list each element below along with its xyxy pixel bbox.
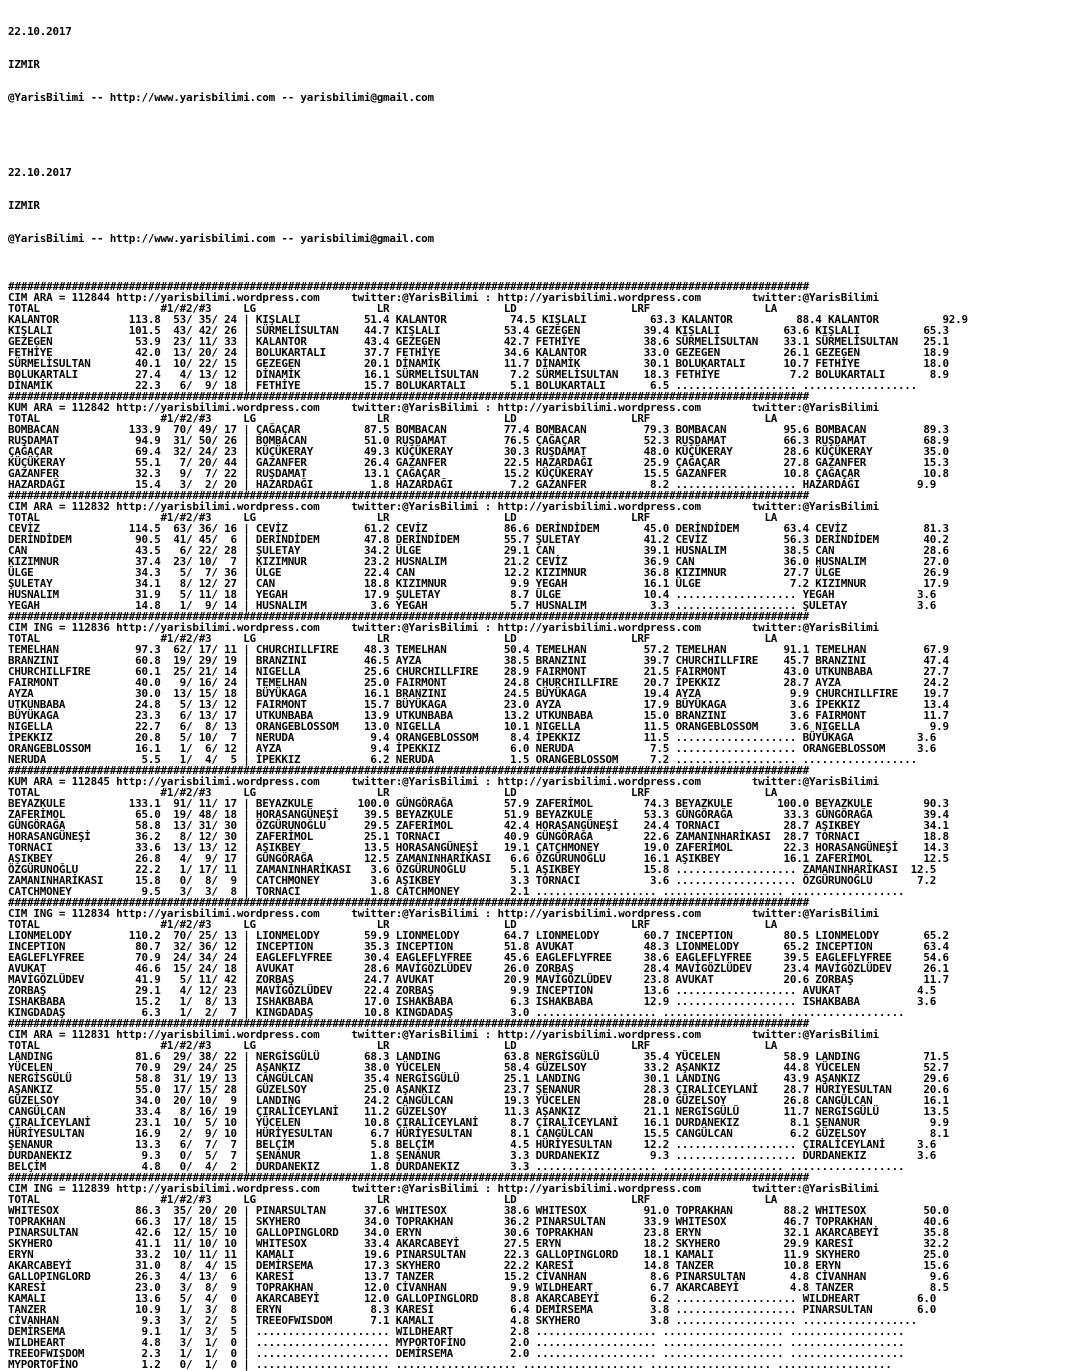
- report-line: MYPORTOFİNO 1.2 0/ 1/ 0 | ..................... ................... ................... ................... ..................: [8, 1358, 892, 1371]
- spacer: [8, 266, 1074, 281]
- report-line: FAIRMONT 40.0 9/ 16/ 24 | TEMELHAN 25.0 FAIRMONT 24.8 CHURCHILLFIRE 20.7 İPEKKIZ 28.7 AYZA 24.2: [8, 676, 949, 689]
- report-line: ÇIRALİCEYLANİ 23.1 10/ 5/ 10 | YÜCELEN 10.8 ÇIRALİCEYLANİ 8.7 ÇIRALİCEYLANİ 16.1 DURDANEKIZ 8.1 ŞENANUR 9.9: [8, 1116, 949, 1129]
- report-line: UTKUNBABA 24.8 5/ 13/ 12 | FAIRMONT 15.7 BÜYÜKAGA 23.0 AYZA 17.9 BÜYÜKAGA 3.6 İPEKKIZ 13.4: [8, 698, 949, 711]
- report-line: TOTAL #1/#2/#3 LG LR LD LRF LA: [8, 632, 778, 645]
- report-line: HAZARDAĞI 15.4 3/ 2/ 20 | HAZARDAĞI 1.8 HAZARDAĞI 7.2 GAZANFER 8.2 ................... HAZARDAĞI 9.9: [8, 478, 937, 491]
- report-line: CATCHMONEY 9.5 3/ 3/ 8 | TORNACI 1.8 CATCHMONEY 2.1 ................... ................... ..................: [8, 885, 905, 898]
- report-header-2: [8, 145, 1074, 266]
- report-line: BRANZINI 60.8 19/ 29/ 19 | BRANZINI 46.5 AYZA 38.5 BRANZINI 39.7 CHURCHILLFIRE 45.7 BRANZINI 47.4: [8, 654, 949, 667]
- report-line: DERİNDİDEM 90.5 41/ 45/ 6 | DERİNDİDEM 47.8 DERİNDİDEM 55.7 ŞULETAY 41.2 CEVİZ 56.3 DERİNDİDEM 40.2: [8, 533, 949, 546]
- report-line: ŞENANUR 13.3 6/ 7/ 7 | BELÇİM 5.8 BELÇİM 4.5 HÜRİYESULTAN 12.2 ................... ÇIRALİCEYLANİ 3.6: [8, 1138, 937, 1151]
- report-line: TORNACI 33.6 13/ 13/ 12 | AŞIKBEY 13.5 HORASANGÜNEŞİ 19.1 ÇATÇHMONEY 19.0 ZAFERİMOL 22.3 HORASANGÜNEŞİ 14.3: [8, 841, 949, 854]
- report-line: LIONMELODY 110.2 70/ 25/ 13 | LIONMELODY 59.9 LIONMELODY 64.7 LIONMELODY 60.7 INCEPTION 80.5 LIONMELODY 65.2: [8, 929, 949, 942]
- report-line: HORASANGÜNEŞİ 36.2 8/ 12/ 30 | ZAFERİMOL 25.1 TORNACI 40.9 GÜNGÖRAĞA 22.6 ZAMANINHARİKASI 28.7 TORNACI 18.8: [8, 830, 949, 843]
- report-line: GEZEGEN 53.9 23/ 11/ 33 | KALANTOR 43.4 GEZEGEN 42.7 FETHİYE 38.6 SÜRMELİSULTAN 33.1 SÜRMELİSULTAN 25.1: [8, 335, 949, 348]
- report-line: ##############################################################################################################################: [8, 764, 809, 777]
- report-line: ##############################################################################################################################: [8, 390, 809, 403]
- report-line: ÇAĞAÇAR 69.4 32/ 24/ 23 | KÜÇÜKERAY 49.3 KÜÇÜKERAY 30.3 RUŞDAMAT 48.0 KÜÇÜKERAY 28.6 KÜÇÜKERAY 35.0: [8, 445, 949, 458]
- report-line: CIM ARA = 112831 http://yarisbilimi.wordpress.com twitter:@YarisBilimi : http://yarisbilimi.wordpress.com twitter:@YarisBilimi: [8, 1028, 879, 1041]
- report-line: BOLUKARTALI 27.4 4/ 13/ 12 | DİNAMİK 16.1 SÜRMELİSULTAN 7.2 SÜRMELİSULTAN 18.3 FETHİYE 7.2 BOLUKARTALI 8.9: [8, 368, 949, 381]
- report-line: TOTAL #1/#2/#3 LG LR LD LRF LA: [8, 786, 778, 799]
- report-line: ##############################################################################################################################: [8, 1017, 809, 1030]
- report-line: ##############################################################################################################################: [8, 1171, 809, 1184]
- report-line: KUM ARA = 112845 http://yarisbilimi.wordpress.com twitter:@YarisBilimi : http://yarisbilimi.wordpress.com twitter:@YarisBilimi: [8, 775, 879, 788]
- report-line: ORANGEBLOSSOM 16.1 1/ 6/ 12 | AYZA 9.4 İPEKKIZ 6.0 NERUDA 7.5 ................... ORANGEBLOSSOM 3.6: [8, 742, 937, 755]
- report-line: EAGLEFLYFREE 70.9 24/ 34/ 24 | EAGLEFLYFREE 30.4 EAGLEFLYFREE 45.6 EAGLEFLYFREE 38.6 EAGLEFLYFREE 39.5 EAGLEFLYFREE 54.6: [8, 951, 949, 964]
- report-line: AYZA 30.0 13/ 15/ 18 | BÜYÜKAGA 16.1 BRANZINI 24.5 BÜYÜKAGA 19.4 AYZA 9.9 CHURCHILLFIRE 19.7: [8, 687, 949, 700]
- report-line: SÜRMELİSULTAN 40.1 10/ 22/ 15 | GEZEGEN 20.1 DİNAMİK 11.7 DİNAMİK 30.1 BOLUKARTALI 10.7 FETHİYE 18.0: [8, 357, 949, 370]
- report-line: KIZIMNUR 37.4 23/ 10/ 7 | KIZIMNUR 23.2 HUSNALIM 21.2 CEVİZ 36.9 CAN 36.0 HUSNALIM 27.0: [8, 555, 949, 568]
- report-line: CİVANHAN 9.3 3/ 2/ 5 | TREEOFWISDOM 7.1 KAMALI 4.8 SKYHERO 3.8 ................... ..................: [8, 1314, 918, 1327]
- report-line: KARESİ 23.0 3/ 8/ 9 | TOPRAKHAN 12.0 CİVANHAN 9.9 WILDHEART 6.7 AKARCABEYİ 4.8 TANZER 8.5: [8, 1281, 949, 1294]
- report-line: TREEOFWISDOM 2.3 1/ 1/ 0 | ..................... DEMİRSEMA 2.0 ................... ................... ..................: [8, 1347, 905, 1360]
- report-line: AKARCABEYİ 31.0 8/ 4/ 15 | DEMİRSEMA 17.3 SKYHERO 22.2 KARESİ 14.8 TANZER 10.8 ERYN 15.6: [8, 1259, 949, 1272]
- report-line: WILDHEART 4.8 3/ 1/ 0 | ..................... MYPORTOFİNO 2.0 ................... ................... ..................: [8, 1336, 905, 1349]
- report-line: TEMELHAN 97.3 62/ 17/ 11 | CHURCHILLFIRE 48.3 TEMELHAN 50.4 TEMELHAN 57.2 TEMELHAN 91.1 TEMELHAN 67.9: [8, 643, 949, 656]
- report-line: YEGAH 14.8 1/ 9/ 14 | HUSNALIM 3.6 YEGAH 5.7 HUSNALIM 3.3 ................... ŞULETAY 3.6: [8, 599, 937, 612]
- report-line: HUSNALIM 31.9 5/ 11/ 18 | YEGAH 17.9 ŞULETAY 8.7 ÜLGE 10.4 ................... YEGAH 3.6: [8, 588, 937, 601]
- spacer: [8, 125, 1074, 145]
- report-line: BELÇİM 4.8 0/ 4/ 2 | DURDANEKIZ 1.8 DURDANEKIZ 3.3 ................... ................... ..................: [8, 1160, 905, 1173]
- report-line: TOPRAKHAN 66.3 17/ 18/ 15 | SKYHERO 34.0 TOPRAKHAN 36.2 PINARSULTAN 33.9 WHITESOX 46.7 TOPRAKHAN 40.6: [8, 1215, 949, 1228]
- report-date: 22.10.2017: [8, 25, 72, 38]
- report-line: GÜNGÖRAĞA 58.8 13/ 31/ 30 | ÖZGÜRUNOĞLU 29.5 ZAFERİMOL 42.4 HORASANGÜNEŞİ 24.4 TORNACI 28.7 AŞIKBEY 34.1: [8, 819, 949, 832]
- report-line: CHURCHILLFIRE 60.1 25/ 21/ 14 | NIGELLA 25.6 CHURCHILLFIRE 28.9 FAIRMONT 21.5 FAIRMONT 43.0 UTKUNBABA 27.7: [8, 665, 949, 678]
- report-line: ZAMANINHARİKASI 15.8 0/ 8/ 9 | CATCHMONEY 3.6 AŞIKBEY 3.3 TORNACI 3.6 ................... ÖZGÜRUNOĞLU 7.2: [8, 874, 937, 887]
- report-line: NERUDA 5.5 1/ 4/ 5 | İPEKKIZ 6.2 NERUDA 1.5 ORANGEBLOSSOM 7.2 ................... ..................: [8, 753, 918, 766]
- report-line: KÜÇÜKERAY 55.1 7/ 20/ 44 | GAZANFER 26.4 GAZANFER 22.5 HAZARDAĞI 25.9 ÇAĞAÇAR 27.8 GAZANFER 15.3: [8, 456, 949, 469]
- report-line: DURDANEKIZ 9.3 0/ 5/ 7 | ŞENANUR 1.8 ŞENANUR 3.3 DURDANEKIZ 9.3 ................... DURDANEKIZ 3.6: [8, 1149, 937, 1162]
- report-line: KUM ARA = 112842 http://yarisbilimi.wordpress.com twitter:@YarisBilimi : http://yarisbilimi.wordpress.com twitter:@YarisBilimi: [8, 401, 879, 414]
- report-line: FETHİYE 42.0 13/ 20/ 24 | BOLUKARTALI 37.7 FETHİYE 34.6 KALANTOR 33.0 GEZEGEN 26.1 GEZEGEN 18.9: [8, 346, 949, 359]
- report-line: AŞANKIZ 55.0 17/ 15/ 28 | GÜZELSOY 25.0 AŞANKIZ 23.7 ŞENANUR 28.3 ÇIRALİCEYLANİ 28.7 HÜRİYESULTAN 20.6: [8, 1083, 949, 1096]
- report-line: DİNAMİK 22.3 6/ 9/ 18 | FETHİYE 15.7 BOLUKARTALI 5.1 BOLUKARTALI 6.5 ................... ..................: [8, 379, 918, 392]
- report-line: ##############################################################################################################################: [8, 610, 809, 623]
- report-line: ZORBAŞ 29.1 4/ 12/ 23 | MAVİGÖZLÜDEV 22.4 ZORBAŞ 9.9 INCEPTION 13.6 ................... AVUKAT 4.5: [8, 984, 937, 997]
- report-line: TANZER 10.9 1/ 3/ 8 | ERYN 8.3 KARESİ 6.4 DEMİRSEMA 3.8 ................... PINARSULTAN 6.0: [8, 1303, 937, 1316]
- report-date: 22.10.2017: [8, 166, 72, 179]
- report-line: INCEPTION 80.7 32/ 36/ 12 | INCEPTION 35.3 INCEPTION 51.8 AVUKAT 48.3 LIONMELODY 65.2 INCEPTION 63.4: [8, 940, 949, 953]
- report-line: MAVİGÖZLÜDEV 41.9 5/ 11/ 42 | ZORBAŞ 24.7 AVUKAT 20.9 MAVİGÖZLÜDEV 23.8 AVUKAT 20.6 ZORBAŞ 11.7: [8, 973, 949, 986]
- report-line: BOMBACAN 133.9 70/ 49/ 17 | ÇAĞAÇAR 87.5 BOMBACAN 77.4 BOMBACAN 79.3 BOMBACAN 95.6 BOMBACAN 89.3: [8, 423, 949, 436]
- report-header-1: [8, 4, 1074, 125]
- report-line: ##############################################################################################################################: [8, 280, 809, 293]
- report-line: HÜRİYESULTAN 16.9 2/ 9/ 10 | HÜRİYESULTAN 6.7 HÜRİYESULTAN 8.1 CANGÜLCAN 15.5 CANGÜLCAN 6.2 GÜZELSOY 8.1: [8, 1127, 949, 1140]
- report-line: ##############################################################################################################################: [8, 489, 809, 502]
- report-city: IZMIR: [8, 58, 40, 71]
- report-line: İPEKKIZ 20.8 5/ 10/ 7 | NERUDA 9.4 ORANGEBLOSSOM 8.4 İPEKKIZ 11.5 ................... BÜYÜKAGA 3.6: [8, 731, 937, 744]
- race-report: [8, 281, 1074, 1370]
- report-line: CAN 43.5 6/ 22/ 28 | ŞULETAY 34.2 ÜLGE 29.1 CAN 39.1 HUSNALIM 38.5 CAN 28.6: [8, 544, 949, 557]
- report-line: WHITESOX 86.3 35/ 20/ 20 | PINARSULTAN 37.6 WHITESOX 38.6 WHITESOX 91.0 TOPRAKHAN 88.2 WHITESOX 50.0: [8, 1204, 949, 1217]
- report-line: GAZANFER 32.3 9/ 7/ 22 | RUŞDAMAT 13.1 ÇAĞAÇAR 15.2 KÜÇÜKERAY 15.5 GAZANFER 10.8 ÇAĞAÇAR 10.8: [8, 467, 949, 480]
- report-line: ÜLGE 34.3 5/ 7/ 36 | ÜLGE 22.4 CAN 12.2 KIZIMNUR 36.8 KIZIMNUR 27.7 ÜLGE 26.9: [8, 566, 949, 579]
- report-line: CIM ING = 112839 http://yarisbilimi.wordpress.com twitter:@YarisBilimi : http://yarisbilimi.wordpress.com twitter:@YarisBilimi: [8, 1182, 879, 1195]
- report-line: TOTAL #1/#2/#3 LG LR LD LRF LA: [8, 412, 778, 425]
- report-line: GÜZELSOY 34.0 20/ 10/ 9 | LANDING 24.2 CANGÜLCAN 19.3 YÜCELEN 28.0 GÜZELSOY 26.8 CANGÜLCAN 16.1: [8, 1094, 949, 1107]
- report-line: BÜYÜKAGA 23.3 6/ 13/ 17 | UTKUNBABA 13.9 UTKUNBABA 13.2 UTKUNBABA 15.0 BRANZINI 3.6 FAIRMONT 11.7: [8, 709, 949, 722]
- report-line: GALLOPINGLORD 26.3 4/ 13/ 6 | KARESİ 13.7 TANZER 15.2 CİVANHAN 8.6 PINARSULTAN 4.8 CİVANHAN 9.6: [8, 1270, 949, 1283]
- report-line: TOTAL #1/#2/#3 LG LR LD LRF LA: [8, 1193, 778, 1206]
- report-line: NERGİSGÜLÜ 58.8 31/ 19/ 13 | CANGÜLCAN 35.4 NERGİSGÜLÜ 25.1 LANDING 30.1 LANDING 43.9 AŞANKIZ 29.6: [8, 1072, 949, 1085]
- report-line: ##############################################################################################################################: [8, 896, 809, 909]
- report-line: CANGÜLCAN 33.4 8/ 16/ 19 | ÇIRALİCEYLANİ 11.2 GÜZELSOY 11.3 AŞANKIZ 21.1 NERGİSGÜLÜ 11.7 NERGİSGÜLÜ 13.5: [8, 1105, 949, 1118]
- report-line: ÖZGÜRUNOĞLU 22.2 1/ 17/ 11 | ZAMANINHARİKASI 3.6 ÖZGÜRUNOĞLU 5.1 AŞIKBEY 15.8 ................... ZAMANINHARİKASI 12.5: [8, 863, 937, 876]
- report-line: CIM ARA = 112844 http://yarisbilimi.wordpress.com twitter:@YarisBilimi : http://yarisbilimi.wordpress.com twitter:@YarisBilimi: [8, 291, 879, 304]
- report-line: ERYN 33.2 10/ 11/ 11 | KAMALI 19.6 PINARSULTAN 22.3 GALLOPINGLORD 18.1 KAMALI 11.9 SKYHERO 25.0: [8, 1248, 949, 1261]
- report-line: ŞULETAY 34.1 8/ 12/ 27 | CAN 18.8 KIZIMNUR 9.9 YEGAH 16.1 ÜLGE 7.2 KIZIMNUR 17.9: [8, 577, 949, 590]
- report-line: KINGDADAŞ 6.3 1/ 2/ 7 | KINGDADAŞ 10.8 KINGDADAŞ 3.0 ................... ................... ..................: [8, 1006, 905, 1019]
- report-line: ZAFERİMOL 65.0 19/ 48/ 18 | HORASANGÜNEŞİ 39.5 BEYAZKULE 51.9 BEYAZKULE 53.3 GÜNGÖRAĞA 33.3 GÜNGÖRAĞA 39.4: [8, 808, 949, 821]
- report-line: CEVİZ 114.5 63/ 36/ 16 | CEVİZ 61.2 CEVİZ 86.6 DERİNDİDEM 45.0 DERİNDİDEM 63.4 CEVİZ 81.3: [8, 522, 949, 535]
- report-line: TOTAL #1/#2/#3 LG LR LD LRF LA: [8, 918, 778, 931]
- report-line: NIGELLA 22.7 6/ 8/ 13 | ORANGEBLOSSOM 13.0 NIGELLA 10.1 NIGELLA 11.5 ORANGEBLOSSOM 3.6 NIGELLA 9.9: [8, 720, 949, 733]
- report-line: KIŞLALI 101.5 43/ 42/ 26 | SÜRMELİSULTAN 44.7 KIŞLALI 53.4 GEZEGEN 39.4 KIŞLALI 63.6 KIŞLALI 65.3: [8, 324, 949, 337]
- report-contact: @YarisBilimi -- http://www.yarisbilimi.com -- yarisbilimi@gmail.com: [8, 232, 434, 245]
- report-line: BEYAZKULE 133.1 91/ 11/ 17 | BEYAZKULE 100.0 GÜNGÖRAĞA 57.9 ZAFERİMOL 74.3 BEYAZKULE 100.0 BEYAZKULE 90.3: [8, 797, 949, 810]
- report-line: CIM ING = 112836 http://yarisbilimi.wordpress.com twitter:@YarisBilimi : http://yarisbilimi.wordpress.com twitter:@YarisBilimi: [8, 621, 879, 634]
- report-line: RUŞDAMAT 94.9 31/ 50/ 26 | BOMBACAN 51.0 RUŞDAMAT 76.5 ÇAĞAÇAR 52.3 RUŞDAMAT 66.3 RUŞDAMAT 68.9: [8, 434, 949, 447]
- report-city: IZMIR: [8, 199, 40, 212]
- report-line: SKYHERO 41.1 11/ 10/ 10 | WHITESOX 33.4 AKARCABEYİ 27.5 ERYN 18.2 SKYHERO 29.9 KARESİ 32.2: [8, 1237, 949, 1250]
- report-contact: @YarisBilimi -- http://www.yarisbilimi.com -- yarisbilimi@gmail.com: [8, 91, 434, 104]
- report-line: TOTAL #1/#2/#3 LG LR LD LRF LA: [8, 511, 778, 524]
- report-line: KALANTOR 113.8 53/ 35/ 24 | KIŞLALI 51.4 KALANTOR 74.5 KIŞLALI 63.3 KALANTOR 88.4 KALANTOR 92.9: [8, 313, 968, 326]
- report-line: KAMALI 13.6 5/ 4/ 0 | AKARCABEYİ 12.0 GALLOPINGLORD 8.8 AKARCABEYİ 6.2 ................... WILDHEART 6.0: [8, 1292, 937, 1305]
- report-line: CIM ING = 112834 http://yarisbilimi.wordpress.com twitter:@YarisBilimi : http://yarisbilimi.wordpress.com twitter:@YarisBilimi: [8, 907, 879, 920]
- report-line: AVUKAT 46.6 15/ 24/ 18 | AVUKAT 28.6 MAVİGÖZLÜDEV 26.0 ZORBAŞ 28.4 MAVİGÖZLÜDEV 23.4 MAVİGÖZLÜDEV 26.1: [8, 962, 949, 975]
- report-line: DEMİRSEMA 9.1 1/ 3/ 5 | ..................... WILDHEART 2.8 ................... ................... ..................: [8, 1325, 905, 1338]
- report-line: ISHAKBABA 15.2 1/ 8/ 13 | ISHAKBABA 17.0 ISHAKBABA 6.3 ISHAKBABA 12.9 ................... ISHAKBABA 3.6: [8, 995, 937, 1008]
- report-line: CIM ARA = 112832 http://yarisbilimi.wordpress.com twitter:@YarisBilimi : http://yarisbilimi.wordpress.com twitter:@YarisBilimi: [8, 500, 879, 513]
- report-line: LANDING 81.6 29/ 38/ 22 | NERGİSGÜLÜ 68.3 LANDING 63.8 NERGİSGÜLÜ 35.4 YÜCELEN 58.9 LANDING 71.5: [8, 1050, 949, 1063]
- report-line: PINARSULTAN 42.6 12/ 15/ 10 | GALLOPINGLORD 34.0 ERYN 30.6 TOPRAKHAN 23.8 ERYN 32.1 AKARCABEYİ 35.8: [8, 1226, 949, 1239]
- report-line: TOTAL #1/#2/#3 LG LR LD LRF LA: [8, 302, 778, 315]
- report-line: TOTAL #1/#2/#3 LG LR LD LRF LA: [8, 1039, 778, 1052]
- report-line: AŞIKBEY 26.8 4/ 9/ 17 | GÜNGÖRAĞA 12.5 ZAMANINHARİKASI 6.6 ÖZGÜRUNOĞLU 16.1 AŞIKBEY 16.1 ZAFERİMOL 12.5: [8, 852, 949, 865]
- report-line: YÜCELEN 70.9 29/ 24/ 25 | AŞANKIZ 38.0 YÜCELEN 58.4 GÜZELSOY 33.2 AŞANKIZ 44.8 YÜCELEN 52.7: [8, 1061, 949, 1074]
